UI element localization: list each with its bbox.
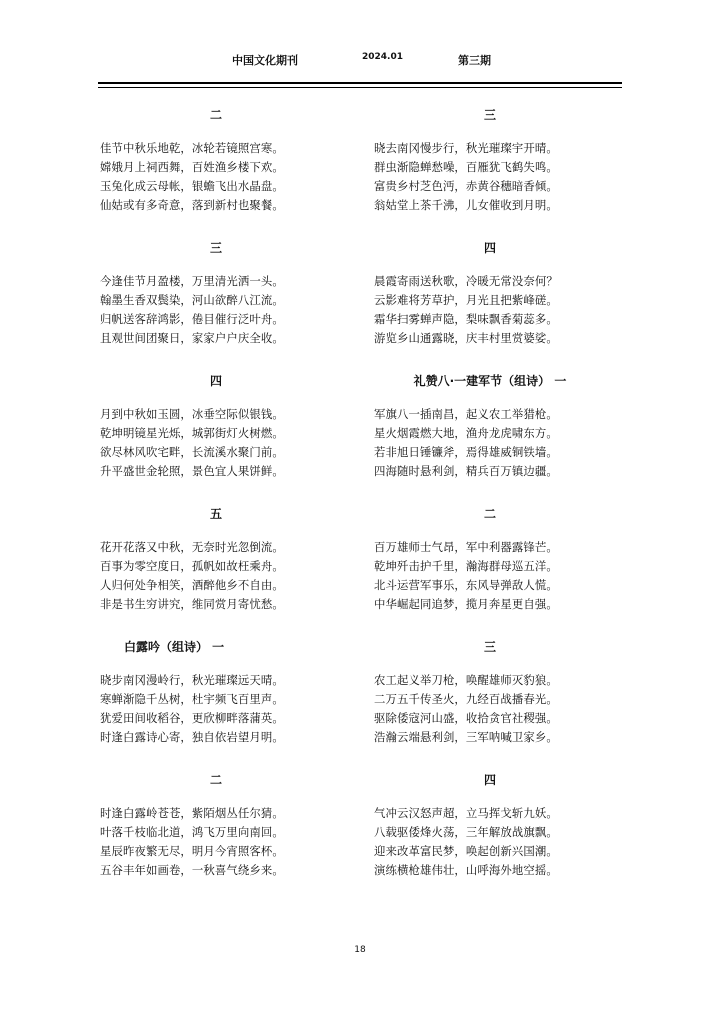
poem-section (374, 233, 606, 366)
poem-title: 二 (209, 108, 222, 122)
poem-line: 非是书生穷讲究，维同赏月寄忧愁。 (100, 597, 284, 611)
poem-line: 欲尽林风吹宅畔，长流溪水聚门前。 (100, 445, 284, 459)
poem-line: 若非旭日锤镰斧，焉得雄威铜铁墙。 (374, 445, 558, 459)
poem-title: 二 (209, 773, 222, 787)
poem-line: 翁姑堂上茶千沸，儿女催收到月明。 (374, 198, 558, 212)
poem-line: 云影难将芳草护，月光且把紫峰磋。 (374, 293, 558, 307)
poem-line: 农工起义举刀枪，唤醒雄师灭豹狼。 (374, 673, 558, 687)
header-rule-thick (98, 82, 622, 84)
poem-line: 花开花落又中秋，无奈时光忽倒流。 (100, 540, 284, 554)
poem-title: 四 (483, 773, 496, 787)
poem-line: 北斗运营军事乐，东风导弹敌人慌。 (374, 578, 558, 592)
poem-line: 今逢佳节月盈楼，万里清光洒一头。 (100, 274, 284, 288)
poem-line: 霜华扫雾蝉声隐，梨味飘香菊蕊多。 (374, 312, 558, 326)
poem-line: 游览乡山通露晓，庆丰村里赏婆娑。 (374, 331, 558, 345)
poem-line: 乾坤歼击护千里，瀚海群母巡五洋。 (374, 559, 558, 573)
journal-name: 中国文化期刊 (232, 54, 298, 67)
poem-section (100, 765, 332, 898)
poem-section (374, 632, 606, 765)
poem-section (100, 366, 332, 499)
issue-date: 2024.01 (362, 52, 403, 62)
page-header (0, 52, 720, 70)
poem-line: 晨霞寄雨送秋歌，冷暖无常没奈何？ (374, 274, 558, 288)
poem-title: 二 (483, 507, 496, 521)
poem-line: 富贵乡村芝色沔，赤黄谷穗暗香倾。 (374, 179, 558, 193)
poem-line: 中华崛起同追梦，揽月奔星更自强。 (374, 597, 558, 611)
issue-number: 第三期 (458, 54, 491, 67)
page-number: 18 (354, 945, 366, 955)
poem-line: 乾坤明镜星光烁，城郭街灯火树燃。 (100, 426, 284, 440)
poem-title: 三 (483, 108, 496, 122)
poem-line: 百事为零空度日，孤帆如故枉乘舟。 (100, 559, 284, 573)
poem-line: 百万雄师士气昂，军中利器露锋芒。 (374, 540, 558, 554)
right-column (374, 100, 606, 898)
poem-section (100, 499, 332, 632)
poem-line: 晓去南冈慢步行，秋光璀璨宇开晴。 (374, 141, 558, 155)
poem-group-title: 礼赞八·一建军节（组诗） 一 (413, 374, 567, 388)
left-column (100, 100, 332, 898)
poem-line: 二万五千传圣火，九经百战播春光。 (374, 692, 558, 706)
poem-line: 仙姑或有多奇意，落到新村也聚餐。 (100, 198, 284, 212)
poem-line: 月到中秋如玉圆，冰垂空际似银钱。 (100, 407, 284, 421)
poem-section (100, 233, 332, 366)
poem-section (100, 632, 332, 765)
poem-line: 军旗八一插南昌，起义农工举猎枪。 (374, 407, 558, 421)
poem-title: 三 (209, 241, 222, 255)
poem-section (374, 366, 606, 499)
poem-line: 迎来改革富民梦，唤起创新兴国潮。 (374, 844, 558, 858)
poem-line: 犹爱田间收稻谷，更欣柳畔落蒲英。 (100, 711, 284, 725)
poem-line: 晓步南冈漫岭行，秋光璀璨远天晴。 (100, 673, 284, 687)
poem-line: 翰墨生香双鬓染，河山欲醉八江流。 (100, 293, 284, 307)
poem-line: 八载驱倭烽火荡，三年解放战旗飘。 (374, 825, 558, 839)
poem-title: 四 (209, 374, 222, 388)
poem-line: 驱除倭寇河山盛，收拾贪官社稷强。 (374, 711, 558, 725)
poem-line: 叶落千枝临北道，鸿飞万里向南回。 (100, 825, 284, 839)
header-rule-thin (98, 87, 622, 88)
poem-line: 人归何处争相笑，酒醉他乡不自由。 (100, 578, 284, 592)
poem-group-title: 白露吟（组诗） 一 (124, 640, 225, 654)
poem-line: 寒蝉渐隐千丛树，杜宇频飞百里声。 (100, 692, 284, 706)
poem-title: 五 (209, 507, 222, 521)
poem-section (374, 765, 606, 898)
poem-line: 五谷丰年如画卷，一秋喜气绕乡来。 (100, 863, 284, 877)
poem-title: 四 (483, 241, 496, 255)
poem-line: 群虫渐隐蝉愁噪，百雁犹飞鹤失鸣。 (374, 160, 558, 174)
poem-section (374, 499, 606, 632)
poem-line: 且观世间团聚日，家家户户庆全收。 (100, 331, 284, 345)
poem-line: 归帆送客辞鸿影，倦目催行泛叶舟。 (100, 312, 284, 326)
poem-line: 星辰昨夜繁无尽，明月今宵照客杯。 (100, 844, 284, 858)
poem-line: 星火烟霞燃大地，渔舟龙虎啸东方。 (374, 426, 558, 440)
poem-line: 浩瀚云端悬利剑，三军呐喊卫家乡。 (374, 730, 558, 744)
poem-line: 升平盛世金轮照，景色宜人果饼鲜。 (100, 464, 284, 478)
poem-line: 四海随时悬利剑，精兵百万镇边疆。 (374, 464, 558, 478)
poem-title: 三 (483, 640, 496, 654)
poem-line: 佳节中秋乐地乾，冰轮若镜照宫寒。 (100, 141, 284, 155)
poem-line: 嫦娥月上祠西舞，百姓渔乡楼下欢。 (100, 160, 284, 174)
poem-line: 气冲云汉怒声超，立马挥戈斩九妖。 (374, 806, 558, 820)
poem-section (374, 100, 606, 233)
poem-line: 时逢白露岭苍苍，紫陌烟丛任尔猜。 (100, 806, 284, 820)
poem-line: 演练横枪雄伟壮，山呼海外地空摇。 (374, 863, 558, 877)
poem-line: 玉兔化成云母帐，银蟾飞出水晶盘。 (100, 179, 284, 193)
poem-line: 时逢白露诗心寄，独自依岩望月明。 (100, 730, 284, 744)
poem-section (100, 100, 332, 233)
